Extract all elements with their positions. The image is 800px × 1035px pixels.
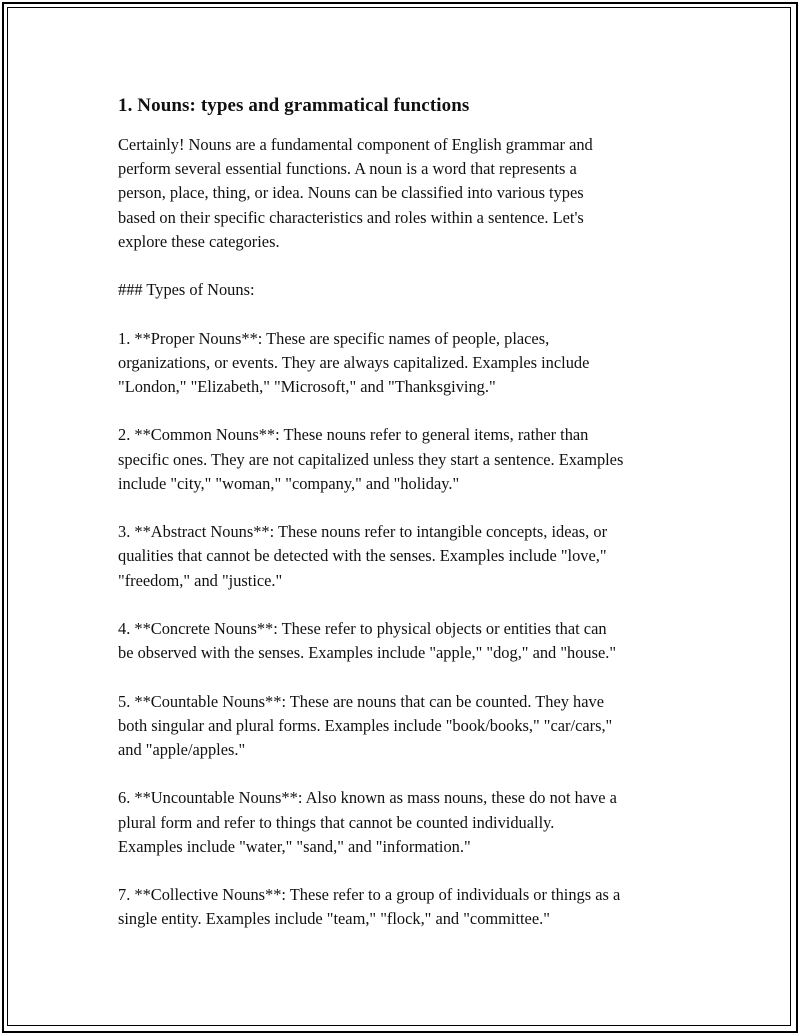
paragraph (118, 883, 718, 931)
paragraph (118, 786, 718, 859)
paragraph-line: both singular and plural forms. Examples include "book/books," "car/cars," (118, 715, 613, 735)
paragraph-line: 2. **Common Nouns**: These nouns refer to general items, rather than (118, 425, 589, 445)
paragraph-line: qualities that cannot be detected with the senses. Examples include "love," (118, 546, 607, 566)
paragraph-line: 4. **Concrete Nouns**: These refer to physical objects or entities that can (118, 618, 607, 638)
paragraph-line: plural form and refer to things that cannot be counted individually. (118, 812, 555, 832)
paragraph (118, 520, 718, 593)
paragraph-line: perform several essential functions. A noun is a word that represents a (118, 159, 577, 179)
paragraph-line: Certainly! Nouns are a fundamental component of English grammar and (118, 135, 593, 154)
paragraph-line: "London," "Elizabeth," "Microsoft," and "Thanksgiving." (118, 377, 496, 396)
paragraph-line: 1. **Proper Nouns**: These are specific names of people, places, (118, 328, 550, 348)
document-title: 1. Nouns: types and grammatical functions (118, 95, 470, 116)
paragraph-line: person, place, thing, or idea. Nouns can be classified into various types (118, 183, 584, 203)
paragraph-line: single entity. Examples include "team," "flock," and "committee." (118, 909, 550, 929)
paragraph-list (118, 133, 718, 932)
paragraph (118, 617, 718, 665)
paragraph-line: based on their specific characteristics and roles within a sentence. Let's (118, 207, 584, 227)
paragraph-line: and "apple/apples." (118, 739, 246, 759)
paragraph-line: Examples include "water," "sand," and "information." (118, 836, 471, 856)
paragraph-line: explore these categories. (118, 231, 280, 251)
paragraph (118, 278, 718, 302)
paragraph-line: "freedom," and "justice." (118, 570, 283, 590)
paragraph-line: ### Types of Nouns: (118, 280, 255, 300)
paragraph-line: 7. **Collective Nouns**: These refer to a group of individuals or things as a (118, 885, 621, 905)
paragraph-line: specific ones. They are not capitalized unless they start a sentence. Examples (118, 449, 624, 469)
paragraph-line: 6. **Uncountable Nouns**: Also known as mass nouns, these do not have a (118, 788, 617, 808)
paragraph (118, 327, 718, 400)
paragraph (118, 133, 718, 254)
paragraph-line: 5. **Countable Nouns**: These are nouns that can be counted. They have (118, 691, 604, 711)
paragraph-line: 3. **Abstract Nouns**: These nouns refer to intangible concepts, ideas, or (118, 522, 608, 542)
paragraph-line: organizations, or events. They are always capitalized. Examples include (118, 352, 590, 372)
paragraph (118, 423, 718, 496)
paragraph-line: include "city," "woman," "company," and "holiday." (118, 473, 460, 493)
document-body (118, 92, 718, 956)
paragraph (118, 690, 718, 763)
paragraph-line: be observed with the senses. Examples include "apple," "dog," and "house." (118, 643, 617, 663)
